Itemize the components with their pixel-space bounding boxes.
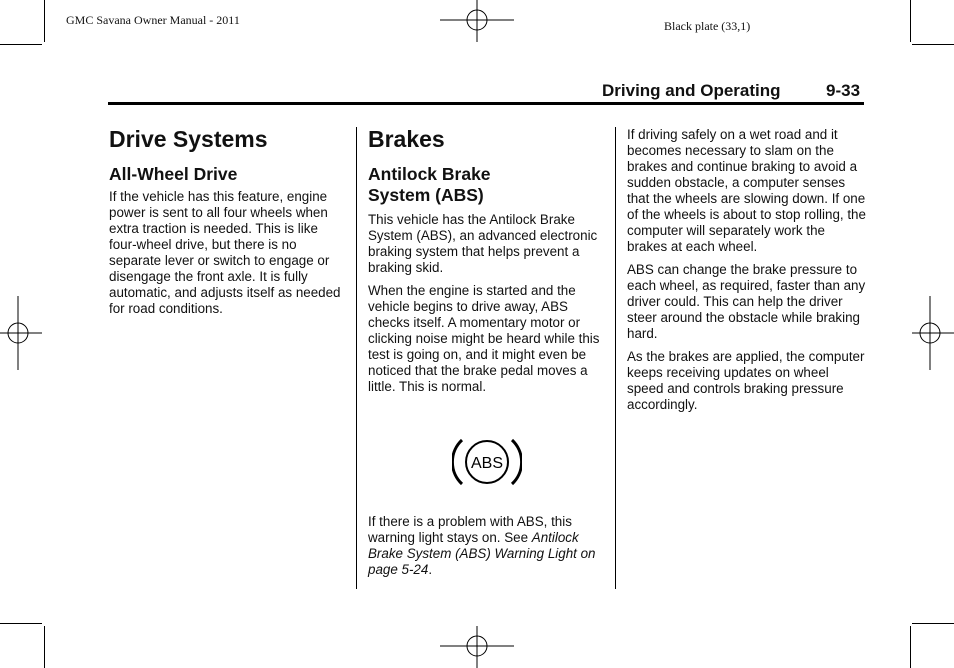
column-divider: [615, 127, 616, 589]
subsection-title-line: System (ABS): [368, 185, 484, 205]
crop-mark: [44, 0, 45, 42]
slug-right: Black plate (33,1): [664, 19, 751, 33]
crop-mark: [44, 626, 45, 668]
section-title-brakes: Brakes: [368, 126, 445, 152]
crop-mark: [0, 623, 42, 624]
abs-icon-text: ABS: [470, 455, 504, 472]
paragraph: If driving safely on a wet road and it becomes necessary to slam on the brakes and continue braking to avoid a sudden obstacle, a computer senses that the wheels are slowing down. If one of the wheels is about to stop rolling, the computer will separately work the brakes at each wheel.: [627, 127, 866, 254]
subsection-title-all-wheel-drive: All-Wheel Drive: [109, 164, 238, 184]
abs-warning-light-icon: [452, 436, 522, 488]
crop-mark: [912, 44, 954, 45]
paragraph: If the vehicle has this feature, engine power is sent to all four wheels when extra traction is needed. This is like four-wheel drive, but there is no separate lever or switch to engage or disengage the front axle. It is fully automatic, and adjusts itself as needed for road conditions.: [109, 189, 341, 316]
cross-reference-link[interactable]: Antilock Brake System (ABS) Warning Light on page 5-24: [368, 530, 596, 577]
column-1: [109, 126, 349, 324]
registration-mark-icon: [440, 0, 514, 42]
paragraph-text: If there is a problem with ABS, this warning light stays on. See: [368, 514, 572, 545]
paragraph: When the engine is started and the vehicle begins to drive away, ABS checks itself. A momentary motor or clicking noise might be heard while this test is going on, and it might even be noticed that the brake pedal moves a little. This is normal.: [368, 283, 600, 394]
header-rule: [108, 102, 864, 105]
paragraph: [368, 514, 608, 578]
crop-mark: [910, 0, 911, 42]
column-divider: [356, 127, 357, 589]
section-title-drive-systems: Drive Systems: [109, 126, 268, 152]
registration-mark-icon: [0, 296, 42, 370]
subsection-title-abs: [368, 164, 604, 206]
subsection-title-line: Antilock Brake: [368, 164, 491, 184]
registration-mark-icon: [912, 296, 954, 370]
column-3: [627, 127, 867, 420]
registration-mark-icon: [440, 626, 514, 668]
paragraph-text: .: [428, 562, 433, 577]
column-2-lower: [368, 514, 608, 585]
paragraph: This vehicle has the Antilock Brake System (ABS), an advanced electronic braking system that helps prevent a braking skid.: [368, 212, 598, 275]
running-head-section: Driving and Operating: [602, 81, 781, 100]
crop-mark: [0, 44, 42, 45]
paragraph: ABS can change the brake pressure to each wheel, as required, faster than any driver could. This can help the driver steer around the obstacle while braking hard.: [627, 262, 866, 341]
column-2: [368, 126, 604, 402]
crop-mark: [912, 623, 954, 624]
crop-mark: [910, 626, 911, 668]
slug-left: GMC Savana Owner Manual - 2011: [66, 13, 240, 27]
running-head-page-number: 9-33: [826, 81, 861, 100]
paragraph: As the brakes are applied, the computer keeps receiving updates on wheel speed and controls braking pressure accordingly.: [627, 349, 865, 412]
